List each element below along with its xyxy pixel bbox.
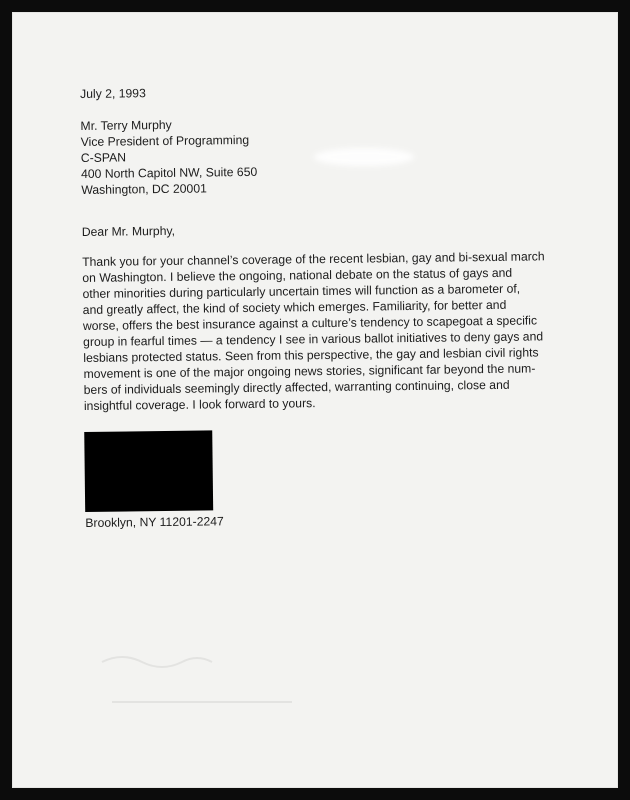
salutation: Dear Mr. Murphy, (81, 223, 176, 239)
recipient-organization: C-SPAN (80, 150, 127, 165)
letter-date: July 2, 1993 (80, 86, 146, 101)
body-line: other minorities during particularly uncertain times will function as a barometer of, (82, 281, 521, 301)
letter-body (82, 248, 554, 414)
redaction-block (84, 430, 213, 512)
body-line: worse, offers the best insurance against a culture’s tendency to scapegoat a specific (82, 313, 538, 333)
sender-location: Brooklyn, NY 11201-2247 (85, 514, 224, 530)
body-line: and greatly affect, the kind of society which emerges. Familiarity, for better and (82, 297, 507, 317)
recipient-address (80, 112, 551, 198)
bleed-through-marks (72, 632, 412, 742)
body-line: insightful coverage. I look forward to yours. (83, 396, 316, 413)
recipient-city: Washington, DC 20001 (81, 181, 207, 197)
body-line: movement is one of the major ongoing news stories, significant far beyond the num- (83, 361, 536, 381)
body-line: lesbians protected status. Seen from this perspective, the gay and lesbian civil rights (83, 345, 539, 365)
recipient-street: 400 North Capitol NW, Suite 650 (80, 164, 258, 181)
body-line: group in fearful times — a tendency I see in various ballot initiatives to deny gays and (83, 329, 544, 349)
letter-content (80, 80, 555, 531)
body-line: on Washington. I believe the ongoing, national debate on the status of gays and (82, 265, 513, 285)
letter-page (12, 12, 618, 788)
body-line: Thank you for your channel’s coverage of the recent lesbian, gay and bi-sexual march (82, 249, 545, 269)
recipient-name: Mr. Terry Murphy (80, 117, 172, 133)
body-line: bers of individuals seemingly directly affected, warranting continuing, close and (83, 377, 510, 397)
recipient-title: Vice President of Programming (80, 132, 250, 149)
